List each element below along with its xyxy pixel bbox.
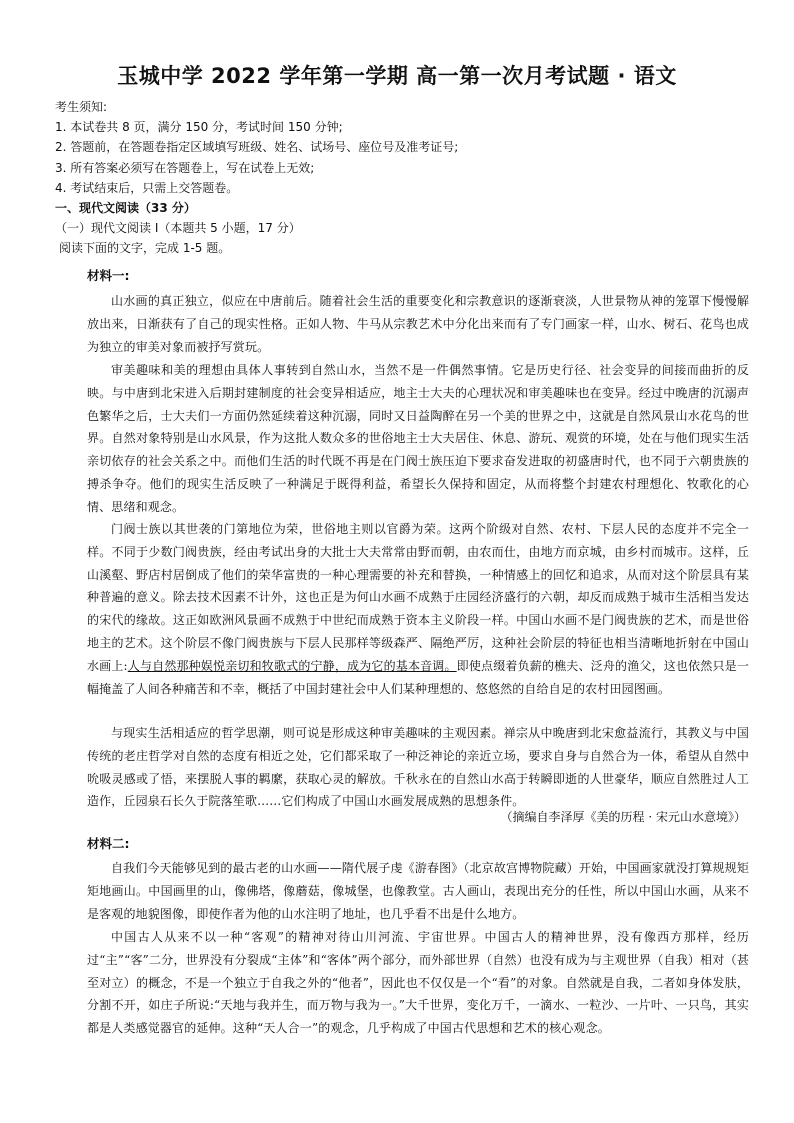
exam-title: 玉城中学 2022 学年第一学期 高一第一次月考试题 · 语文 <box>117 64 677 88</box>
notice-item: 4. 考试结束后，只需上交答题卷。 <box>55 180 239 195</box>
subsection-heading: （一）现代文阅读 Ⅰ（本题共 5 小题，17 分） <box>55 221 301 236</box>
source-citation: （摘编自李泽厚《美的历程 · 宋元山水意境》） <box>500 810 746 824</box>
material-one-paragraph-3 <box>87 518 749 700</box>
notice-heading: 考生须知: <box>55 100 108 114</box>
underlined-sentence: 人与自然那种娱悦亲切和牧歌式的宁静，成为它的基本音调。 <box>127 658 457 673</box>
section-heading: 一、现代文阅读（33 分） <box>55 201 196 216</box>
notice-item: 3. 所有答案必须写在答题卷上，写在试卷上无效; <box>55 160 315 175</box>
notice-item: 2. 答题前，在答题卷指定区域填写班级、姓名、试场号、座位号及准考证号; <box>55 140 459 155</box>
exam-notice <box>55 97 745 259</box>
notice-item: 1. 本试卷共 8 页，满分 150 分，考试时间 150 分钟; <box>55 120 343 135</box>
reading-instruction: 阅读下面的文字，完成 1-5 题。 <box>59 241 231 256</box>
material-one-paragraph-4: 与现实生活相适应的哲学思潮，则可说是形成这种审美趣味的主观因素。禅宗从中晚唐到北宋愈益流行，其教义与中国传统的老庄哲学对自然的态度有相近之处，它们都采取了一种泛神论的亲近立场，要求自身与自然合为一体，希望从自然中吮吸灵感或了悟，来摆脱人事的羁縻，获取心灵的解放。千秋永在的自然山水高于转瞬即逝的人世豪华，顺应自然胜过人工造作，丘园泉石长久于院落笙歌……它们构成了中国山水画发展成熟的思想条件。 <box>87 726 749 809</box>
material-two-paragraph-1: 自我们今天能够见到的最古老的山水画——隋代展子虔《游春图》（北京故宫博物院藏）开始，中国画家就没打算规规矩矩地画山。中国画里的山，像佛塔，像蘑菇，像城堡，也像教堂。古人画山，表现出充分的任性，所以中国山水画，从来不是客观的地貌图像，即使作者为他的山水注明了地址，也几乎看不出是什么地方。 <box>87 861 749 921</box>
paragraph-text: 门阀士族以其世袭的门第地位为荣，世俗地主则以官爵为荣。这两个阶级对自然、农村、下层人民的态度并不完全一样。不同于少数门阀贵族，经由考试出身的大批士大夫常常由野而朝，由农而仕，由地方而京城，由乡村而城市。这样，丘山溪壑、野店村居倒成了他们的荣华富贵的一种心理需要的补充和替换，一种情感上的回忆和追求，从而对这个阶层具有某种普遍的意义。除去技术因素不计外，这也正是为何山水画不成熟于庄园经济盛行的六朝，却反而成熟于城市生活相当发达的宋代的缘故。这正如欧洲风景画不成熟于中世纪而成熟于资本主义阶段一样。中国山水画不是门阀贵族的艺术，而是世俗地主的艺术。这个阶层不像门阀贵族与下层人民那样等级森严、隔绝严厉，这种社会阶层的特征也相当清晰地折射在中国山水画上: <box>87 522 749 673</box>
material-two-heading: 材料二: <box>87 836 130 851</box>
material-one-paragraph-1: 山水画的真正独立，似应在中唐前后。随着社会生活的重要变化和宗教意识的逐渐衰淡，人世景物从神的笼罩下慢慢解放出来，日渐获有了自己的现实性格。正如人物、牛马从宗教艺术中分化出来而有了专门画家一样，山水、树石、花鸟也成为独立的审美对象而被抒写赏玩。 <box>87 294 749 354</box>
paragraph-text: 即使点缀着负薪的樵夫、泛舟的渔父，这也依然只是一幅掩盖了人间各种痛苦和不幸，概括了中国封建社会中人们某种理想的、悠悠然的自给自足的农村田园图画。 <box>87 658 749 696</box>
material-one-heading: 材料一: <box>87 268 130 283</box>
material-one-paragraph-2: 审美趣味和美的理想由具体人事转到自然山水，当然不是一件偶然事情。它是历史行径、社会变异的间接而曲折的反映。与中唐到北宋进入后期封建制度的社会变异相适应，地主士大夫的心理状况和审美趣味也在变异。经过中晚唐的沉溺声色繁华之后，士大夫们一方面仍然延续着这种沉溺，同时又日益陶醉在另一个美的世界之中，这就是自然风景山水花鸟的世界。自然对象特别是山水风景，作为这批人数众多的世俗地主士大夫居住、休息、游玩、观赏的环境，处在与他们现实生活亲切依存的社会关系之中。而他们生活的时代既不再是在门阀士族压迫下要求奋发进取的初盛唐时代，也不同于六朝贵族的搏杀争夺。他们的现实生活反映了一种满足于既得利益，希望长久保持和固定，从而将整个封建农村理想化、牧歌化的心情、思绪和观念。 <box>87 363 749 514</box>
material-two-paragraph-2: 中国古人从来不以一种“客观”的精神对待山川河流、宇宙世界。中国古人的精神世界，没有像西方那样，经历过“主”“客”二分，世界没有分裂成“主体”和“客体”两个部分，而外部世界（自然）也没有成为与主观世界（自我）相对（甚至对立）的概念，不是一个独立于自我之外的“他者”，因此也不仅仅是一个“看”的对象。自然就是自我，二者如身体发肤，分割不开，如庄子所说:“天地与我并生，而万物与我为一。”大千世界，变化万千，一滴水、一粒沙、一片叶、一只鸟，其实都是人类感觉器官的延伸。这种“天人合一”的观念，几乎构成了中国古代思想和艺术的核心观念。 <box>87 930 749 1036</box>
